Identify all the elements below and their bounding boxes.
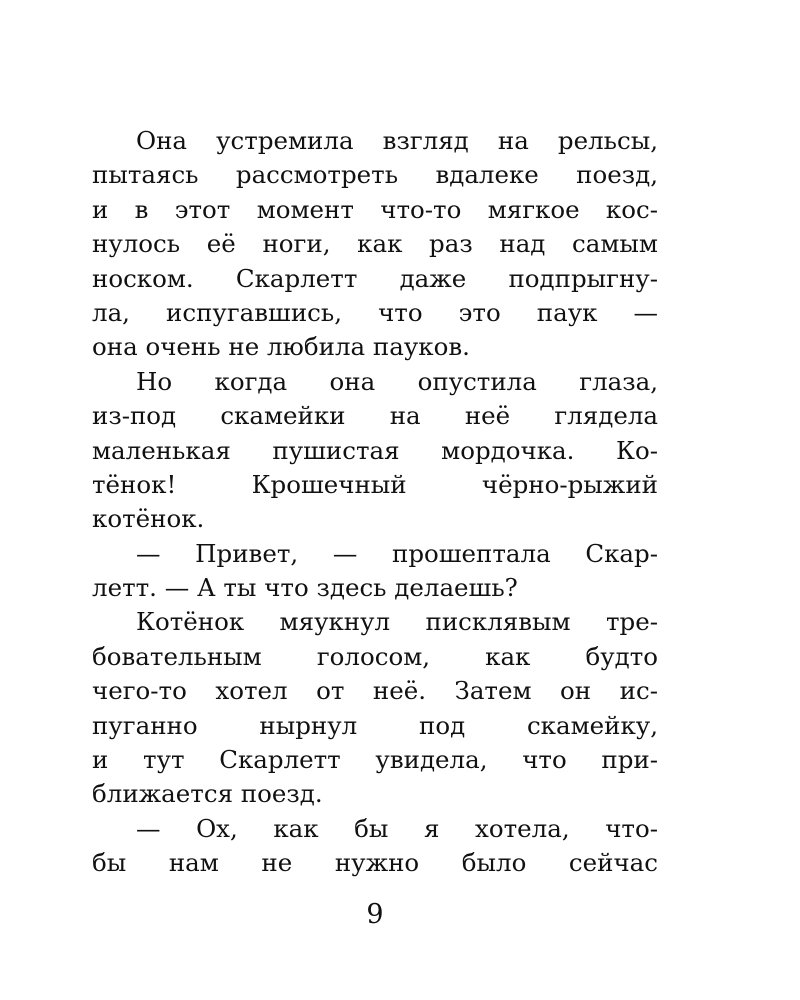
text-line: ближается поезд.	[92, 779, 323, 809]
text-line: — Ох, как бы я хотела, что-	[136, 813, 658, 843]
text-line: маленькая пушистая мордочка. Ко-	[92, 435, 658, 465]
text-line: из-под скамейки на неё глядела	[92, 401, 658, 431]
text-line: Но когда она опустила глаза,	[136, 366, 658, 396]
text-line: бы нам не нужно было сейчас	[92, 848, 658, 878]
text-line: нулось её ноги, как раз над самым	[92, 229, 658, 259]
text-line: пуганно нырнул под скамейку,	[92, 710, 658, 740]
text-line: и тут Скарлетт увидела, что при-	[92, 745, 658, 775]
text-line: Она устремила взгляд на рельсы,	[136, 126, 658, 155]
body-text	[92, 124, 658, 881]
text-line: Котёнок мяукнул писклявым тре-	[136, 607, 658, 637]
text-line: тёнок! Крошечный чёрно-рыжий	[92, 469, 658, 499]
text-line: и в этот момент что-то мягкое кос-	[92, 194, 658, 224]
text-line: бовательным голосом, как будто	[92, 641, 658, 671]
text-line: — Привет, — прошептала Скар-	[136, 538, 658, 568]
text-line: чего-то хотел от неё. Затем он ис-	[92, 676, 658, 706]
text-line: пытаясь рассмотреть вдалеке поезд,	[92, 160, 658, 190]
text-line: летт. — А ты что здесь делаешь?	[92, 573, 518, 603]
text-line: носком. Скарлетт даже подпрыгну-	[92, 263, 658, 293]
text-line: котёнок.	[92, 504, 205, 534]
text-line: она очень не любила пауков.	[92, 332, 470, 362]
text-line: ла, испугавшись, что это паук —	[92, 297, 658, 327]
page-number: 9	[366, 899, 384, 930]
